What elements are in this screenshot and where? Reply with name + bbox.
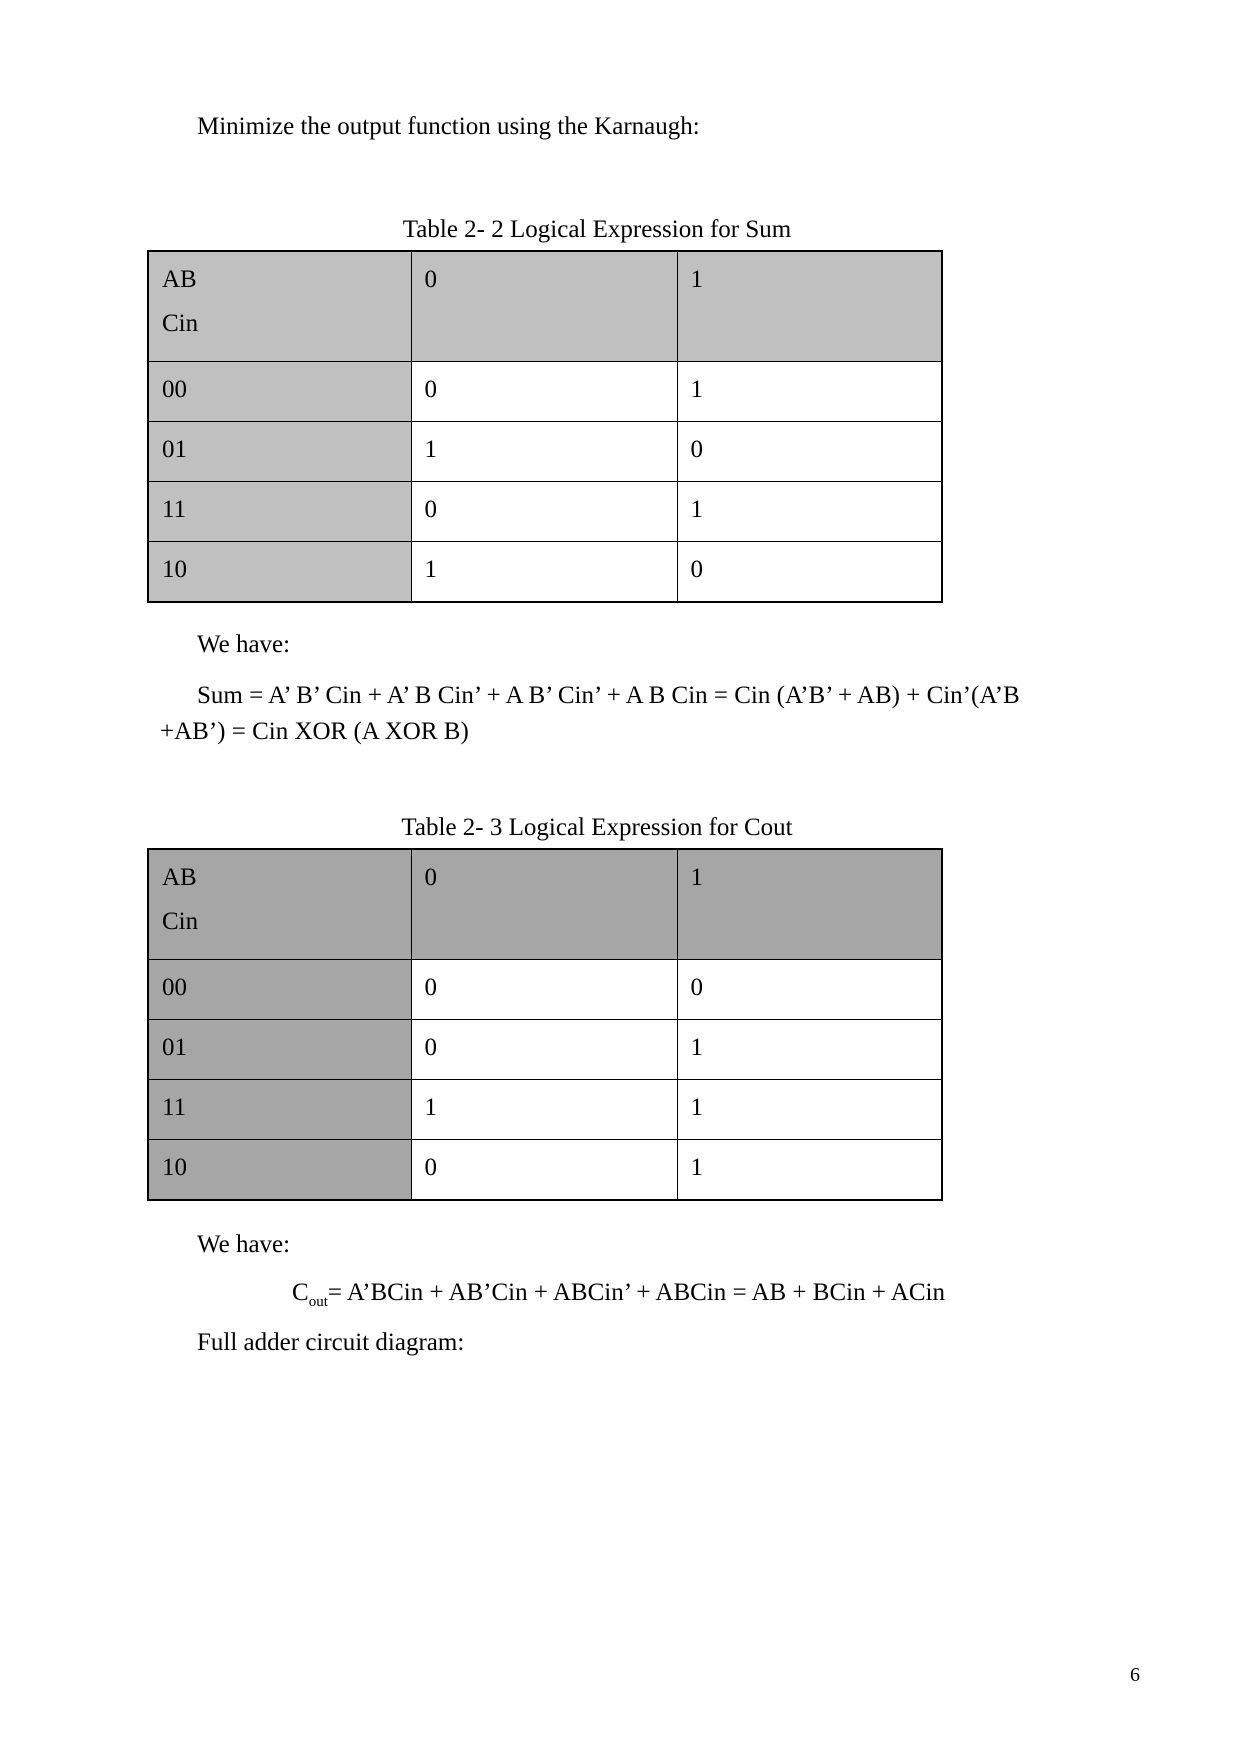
row-label: 01	[148, 422, 411, 482]
kmap-cell: 0	[411, 960, 677, 1020]
cout-table-header-row	[148, 849, 942, 960]
cout-table-row-11	[148, 1080, 942, 1140]
we-have-cout-label: We have:	[197, 1231, 291, 1258]
kmap-cell: 0	[677, 542, 942, 603]
kmap-cell: 1	[411, 1080, 677, 1140]
cout-equation-subscript: out	[308, 1294, 328, 1310]
cout-equation-rest: = A’BCin + AB’Cin + ABCin’ + ABCin = AB + BCin + ACin	[327, 1279, 945, 1306]
kmap-cell: 1	[677, 362, 942, 422]
sum-table-row-01	[148, 422, 942, 482]
row-label: 11	[148, 1080, 411, 1140]
row-label: 00	[148, 362, 411, 422]
kmap-cell: 1	[677, 1140, 942, 1201]
intro-paragraph: Minimize the output function using the Karnaugh:	[197, 113, 700, 140]
cout-col-header-0: 0	[411, 849, 677, 960]
cout-col-header-1: 1	[677, 849, 942, 960]
kmap-cell: 0	[411, 1020, 677, 1080]
corner-row-var-label: AB	[162, 864, 197, 891]
row-label: 10	[148, 1140, 411, 1201]
cout-karnaugh-table	[147, 848, 943, 1201]
row-label: 00	[148, 960, 411, 1020]
sum-col-header-0: 0	[411, 251, 677, 362]
kmap-cell: 0	[677, 960, 942, 1020]
sum-table-row-00	[148, 362, 942, 422]
corner-col-var-label: Cin	[162, 908, 199, 935]
kmap-cell: 0	[411, 1140, 677, 1201]
cout-table-row-01	[148, 1020, 942, 1080]
kmap-cell: 1	[411, 422, 677, 482]
sum-table-caption: Table 2- 2 Logical Expression for Sum	[402, 216, 792, 243]
kmap-cell: 1	[677, 1020, 942, 1080]
kmap-cell: 1	[411, 542, 677, 603]
sum-karnaugh-table	[147, 250, 943, 603]
cout-table-row-00	[148, 960, 942, 1020]
we-have-sum-label: We have:	[197, 631, 291, 658]
sum-equation	[160, 678, 1140, 750]
kmap-cell: 1	[677, 482, 942, 542]
page-number: 6	[1130, 1664, 1140, 1686]
cout-equation-base: C	[292, 1279, 309, 1306]
sum-equation-line2: +AB’) = Cin XOR (A XOR B)	[160, 718, 469, 745]
sum-col-header-1: 1	[677, 251, 942, 362]
cout-table-caption: Table 2- 3 Logical Expression for Cout	[401, 814, 793, 841]
outro-paragraph: Full adder circuit diagram:	[197, 1329, 465, 1356]
kmap-cell: 0	[411, 362, 677, 422]
row-label: 11	[148, 482, 411, 542]
kmap-cell: 1	[677, 1080, 942, 1140]
cout-equation	[292, 1278, 945, 1308]
sum-table-corner-cell	[148, 251, 411, 362]
cout-table-row-10	[148, 1140, 942, 1201]
row-label: 01	[148, 1020, 411, 1080]
cout-table-corner-cell	[148, 849, 411, 960]
corner-row-var-label: AB	[162, 266, 197, 293]
sum-table-row-10	[148, 542, 942, 603]
corner-col-var-label: Cin	[162, 310, 199, 337]
kmap-cell: 0	[411, 482, 677, 542]
row-label: 10	[148, 542, 411, 603]
sum-table-header-row	[148, 251, 942, 362]
kmap-cell: 0	[677, 422, 942, 482]
sum-equation-line1: Sum = A’ B’ Cin + A’ B Cin’ + A B’ Cin’ + A B Cin = Cin (A’B’ + AB) + Cin’(A’B	[197, 682, 1020, 709]
sum-table-row-11	[148, 482, 942, 542]
